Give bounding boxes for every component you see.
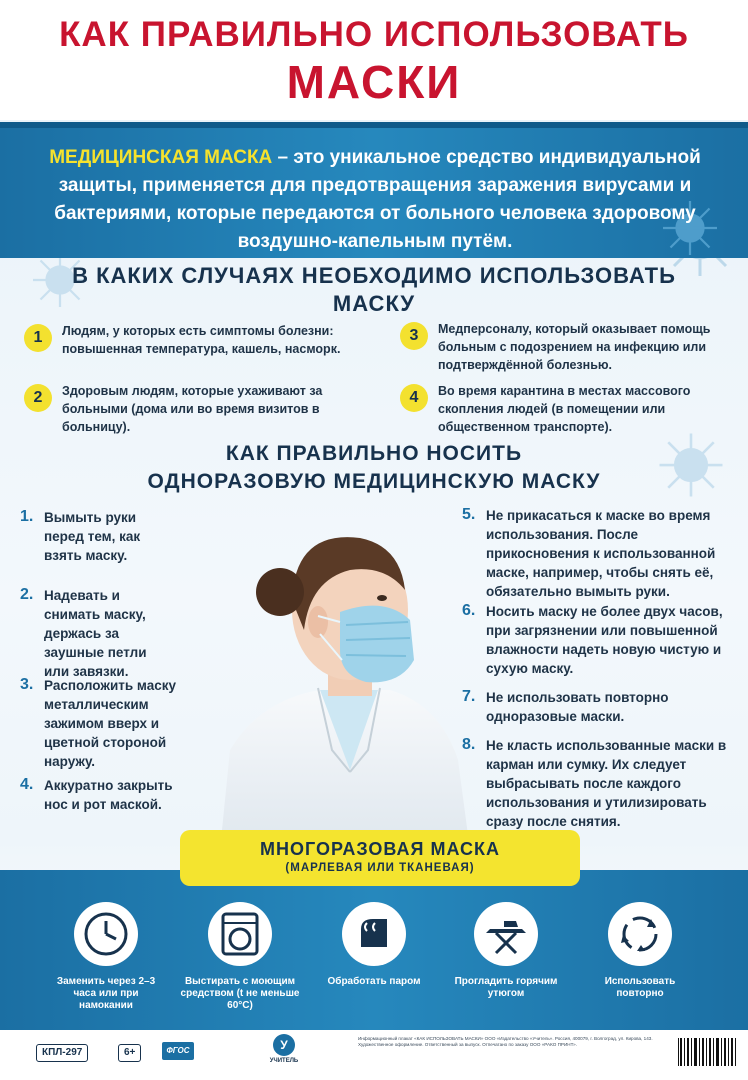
step-number: 5. [462,506,476,523]
step-text: Не класть использованные маски в карман или сумку. Их следует выбрасывать после каждого использования и утилизировать сразу после снятия. [486,738,727,829]
case-text: Здоровым людям, которые ухаживают за больными (дома или во время визитов в больницу). [62,384,323,434]
title-line-1: КАК ПРАВИЛЬНО ИСПОЛЬЗОВАТЬ [59,15,689,54]
case-item [400,320,720,374]
step-number: 2. [20,586,34,603]
case-item [400,382,730,436]
fgos-logo: ФГОС [162,1042,194,1060]
case-number: 3 [400,322,428,350]
barcode [676,1036,738,1074]
step-item [20,586,180,681]
case-text: Медперсоналу, который оказывает помощь больным с подозрением на инфекцию или подтверждённой болезнью. [438,322,711,372]
intro-text [40,144,710,256]
case-item [24,382,384,436]
case-text: Людям, у которых есть симптомы болезни: повышенная температура, кашель, насморк. [62,324,341,356]
step-text: Аккуратно закрыть нос и рот маской. [44,778,173,812]
step-number: 4. [20,776,34,793]
wear-title-line-2: ОДНОРАЗОВУЮ МЕДИЦИНСКУЮ МАСКУ [147,470,601,493]
publisher-logo: У УЧИТЕЛЬ [262,1034,306,1064]
woman-with-mask-illustration [200,510,480,850]
reusable-title: МНОГОРАЗОВАЯ МАСКА [260,839,500,859]
intro-body: – это уникальное средство индивидуальной защиты, применяется для предотвращения заражения вирусами и бактериями, которые передаются от больного человека здоровому воздушно-капельным путём. [54,147,701,252]
recycle-icon [608,902,672,966]
step-number: 1. [20,508,34,525]
step-item [462,506,742,601]
publisher-name: УЧИТЕЛЬ [269,1058,299,1064]
intro-highlight: МЕДИЦИНСКАЯ МАСКА [49,147,273,168]
age-rating: 6+ [118,1044,141,1062]
wear-title-line-1: КАК ПРАВИЛЬНО НОСИТЬ [225,442,523,465]
care-step [314,902,434,988]
case-text: Во время карантина в местах массового скопления людей (в помещении или общественном транспорте). [438,384,691,434]
cases-title-line-2: МАСКУ [332,291,416,316]
step-item [462,736,742,831]
ironing-board-icon [474,902,538,966]
care-label: Использовать повторно [604,976,676,999]
care-step [580,902,700,1000]
cases-title [0,262,748,318]
care-label: Обработать паром [327,976,421,987]
imprint-text: Информационный плакат «КАК ИСПОЛЬЗОВАТЬ МАСКИ» ООО «Издательство «Учитель». Россия, 400079, г. Волгоград, ул. Кирова, 143. Художественное оформление. Ответственный за выпуск. Отпечатано по заказу ООО «РАКО ПРИНТ». [358,1036,653,1047]
intro-banner [0,122,748,258]
step-text: Не прикасаться к маске во время использования. После прикосновения к использованной маске, например, чтобы снять её, обязательно вымыть руки. [486,508,716,599]
step-number: 8. [462,736,476,753]
step-number: 6. [462,602,476,619]
care-step [446,902,566,1000]
care-label: Выстирать с моющим средством (t не меньше 60°С) [180,976,300,1011]
care-label: Прогладить горячим утюгом [454,976,558,999]
case-number: 4 [400,384,428,412]
step-text: Надевать и снимать маску, держась за заушные петли или завязки. [44,588,147,679]
case-number: 2 [24,384,52,412]
step-item [462,688,742,726]
step-item [20,776,200,814]
steam-iron-icon [342,902,406,966]
step-text: Вымыть руки перед тем, как взять маску. [44,510,141,563]
care-step [180,902,300,1012]
step-text: Не использовать повторно одноразовые маски. [486,690,669,724]
step-text: Носить маску не более двух часов, при загрязнении или повышенной влажности надеть новую чистую и сухую маску. [486,604,723,676]
case-item [24,322,354,358]
reusable-header [180,830,580,886]
reusable-subtitle: (МАРЛЕВАЯ ИЛИ ТКАНЕВАЯ) [285,862,475,874]
washing-machine-icon [208,902,272,966]
page-title [0,14,748,108]
step-text: Расположить маску металлическим зажимом вверх и цветной стороной наружу. [44,678,176,769]
cases-title-line-1: В КАКИХ СЛУЧАЯХ НЕОБХОДИМО ИСПОЛЬЗОВАТЬ [72,263,676,288]
step-number: 3. [20,676,34,693]
case-number: 1 [24,324,52,352]
step-item [20,508,180,565]
product-code: КПЛ-297 [36,1044,88,1062]
clock-icon [74,902,138,966]
care-label: Заменить через 2–3 часа или при намокании [56,976,156,1011]
step-number: 7. [462,688,476,705]
wear-title [0,440,748,496]
step-item [462,602,742,678]
title-line-2: МАСКИ [286,56,462,108]
step-item [20,676,210,771]
care-step [46,902,166,1012]
